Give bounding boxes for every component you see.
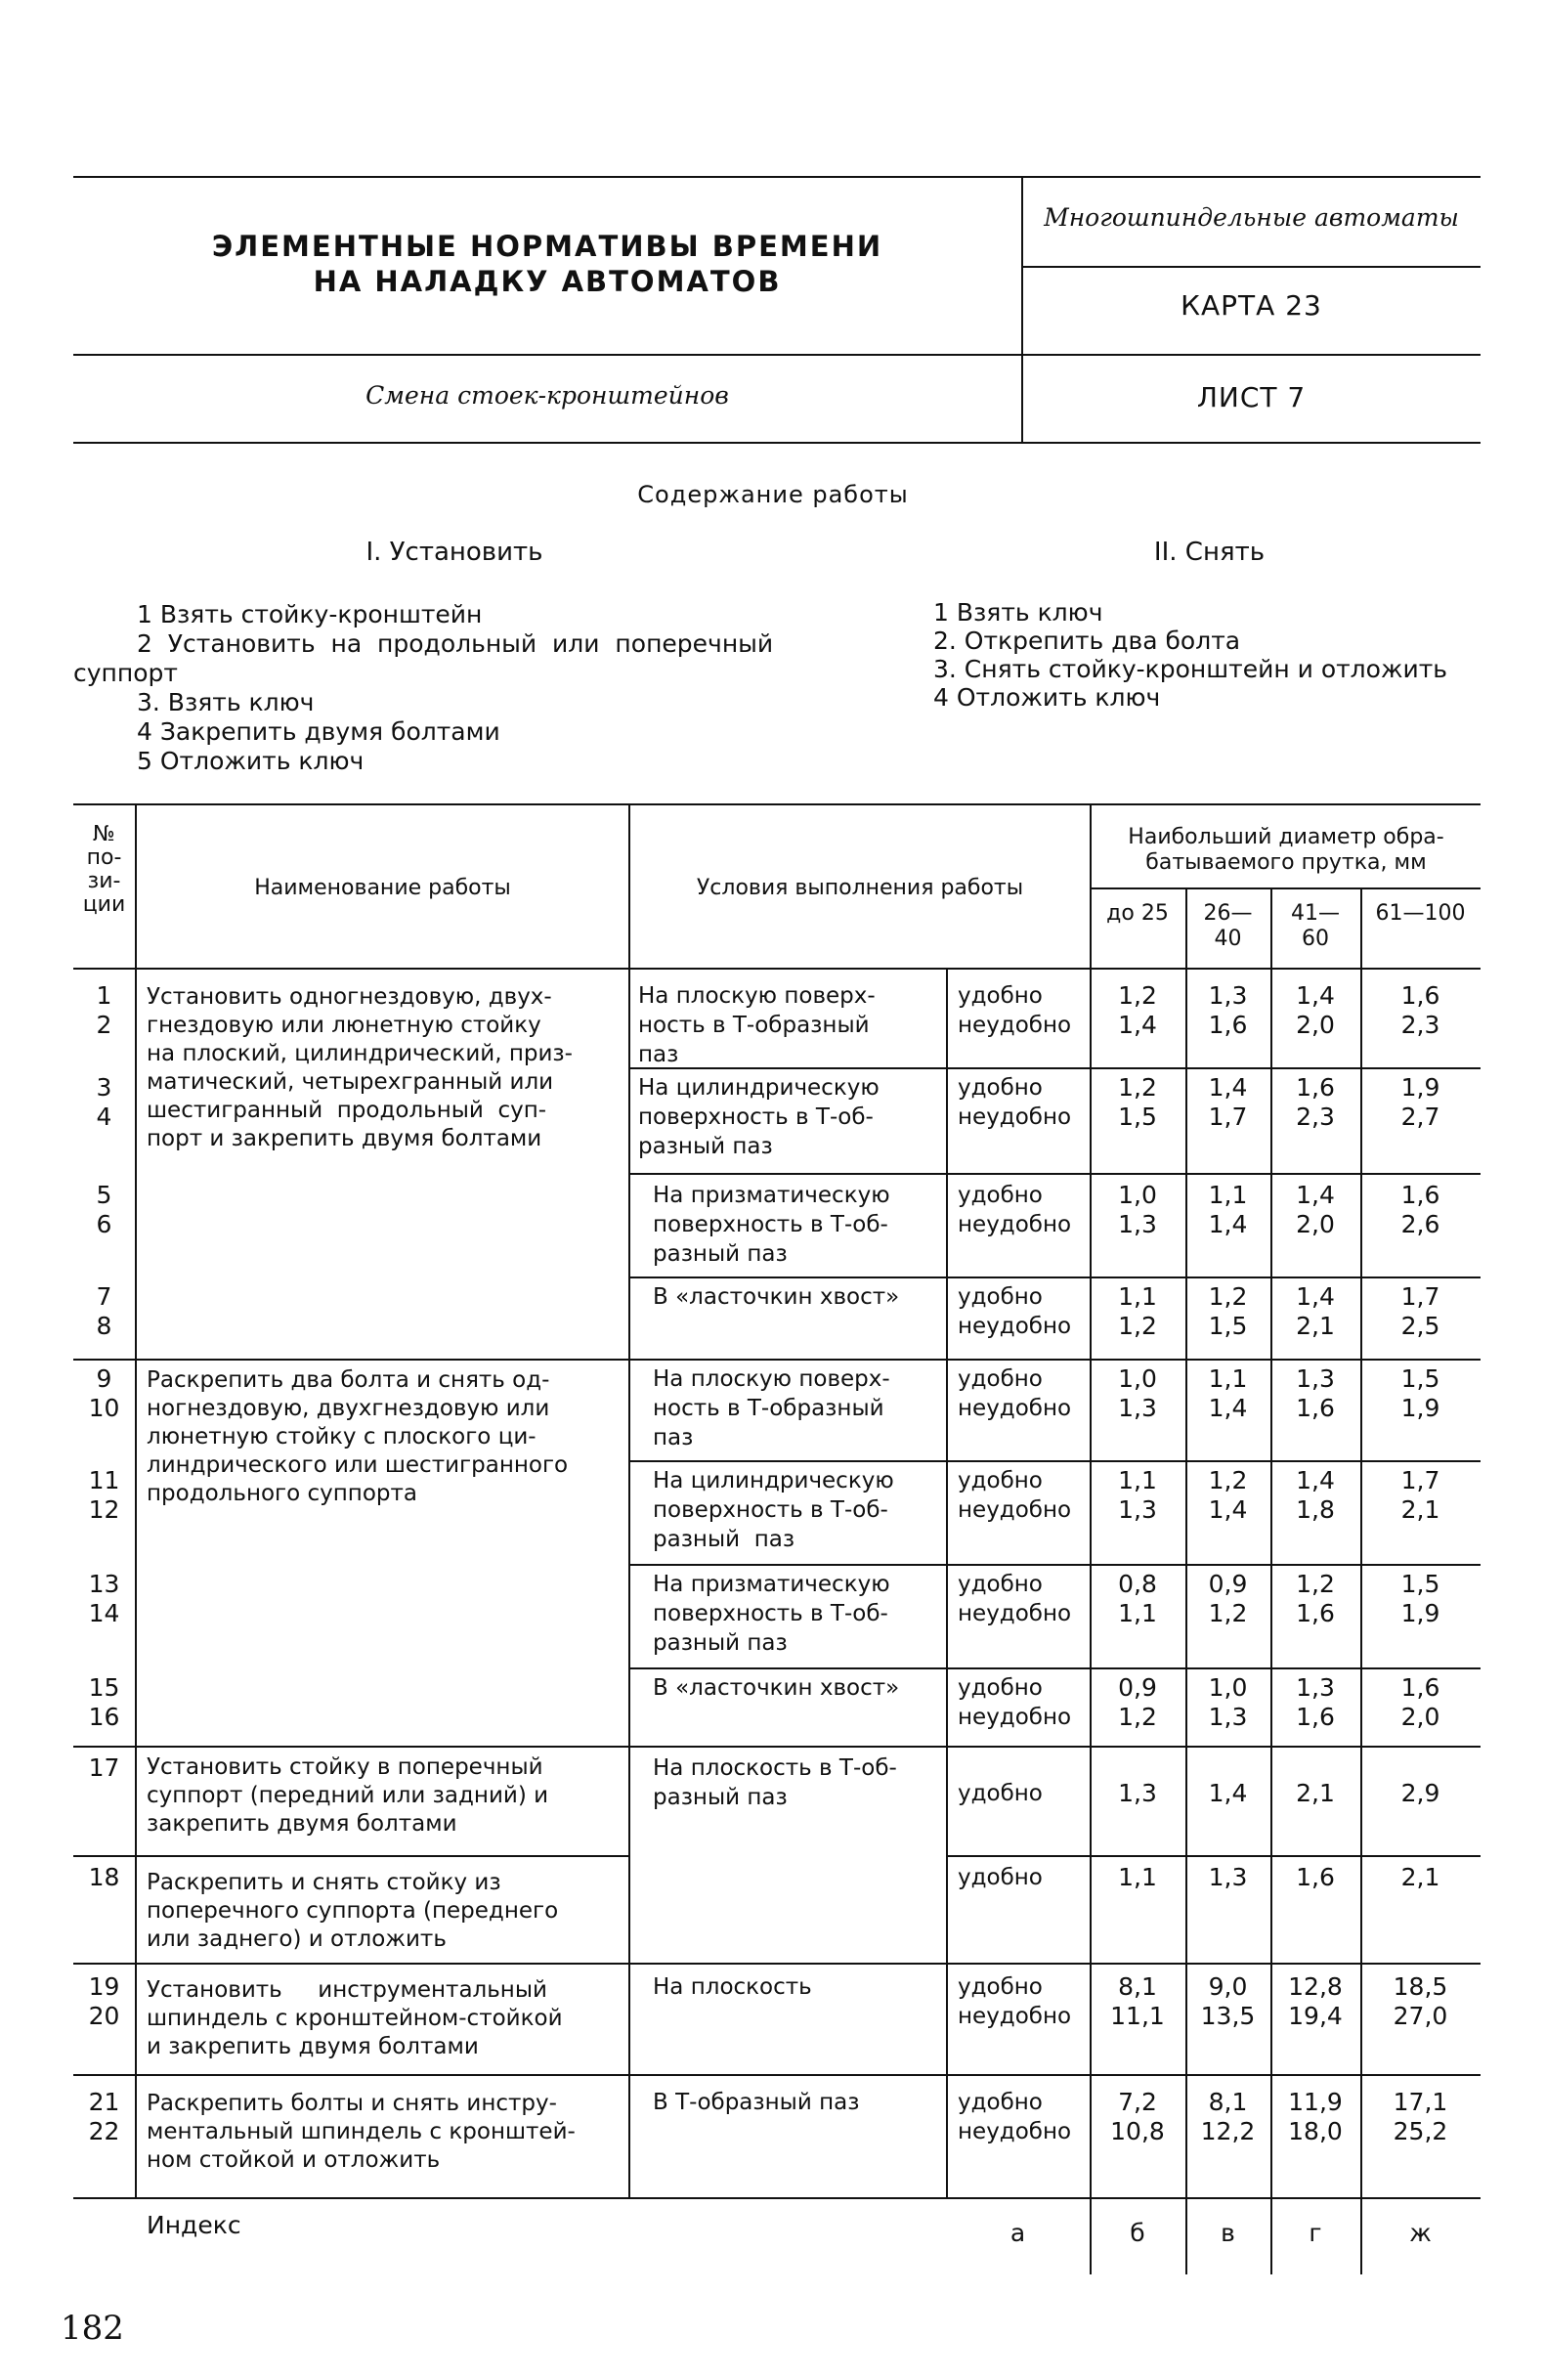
- value-cell: 1,3: [1296, 1673, 1335, 1702]
- right-heading: II. Снять: [1153, 538, 1266, 567]
- value-cell: 1,0: [1118, 1364, 1157, 1393]
- header-mid-rule: [73, 354, 1481, 356]
- ease-label: удобно: [958, 1468, 1043, 1493]
- value-cell: 1,6: [1296, 1863, 1335, 1891]
- value-cell: 1,0: [1118, 1181, 1157, 1209]
- value-cell: 2,0: [1296, 1011, 1335, 1039]
- position-number: 19: [88, 1972, 120, 2001]
- value-cell: 0,8: [1118, 1570, 1157, 1598]
- value-cell: 1,4: [1296, 1466, 1335, 1494]
- condition-text: поверхность в Т-об-: [653, 1497, 888, 1523]
- value-cell: 1,3: [1118, 1495, 1157, 1524]
- left-item-6: 5 Отложить ключ: [137, 747, 365, 775]
- row-sep-20-21: [73, 2074, 1481, 2076]
- value-cell: 7,2: [1118, 2088, 1157, 2116]
- position-number: 7: [96, 1282, 112, 1311]
- value-cell: 1,6: [1296, 1703, 1335, 1731]
- index-d1: б: [1130, 2219, 1145, 2247]
- value-cell: 1,6: [1400, 1181, 1440, 1209]
- condition-text: В «ласточкин хвост»: [653, 1284, 900, 1310]
- row-sep-17-18b: [946, 1855, 1481, 1857]
- value-cell: 19,4: [1288, 2002, 1343, 2030]
- value-cell: 1,6: [1296, 1073, 1335, 1102]
- value-cell: 2,3: [1296, 1103, 1335, 1131]
- work-name-group-5: Установить инструментальный шпиндель с кронштейном-стойкой и закрепить двумя болтами: [147, 1977, 563, 2059]
- condition-text: разный паз: [653, 1527, 795, 1552]
- category-label: Многошпиндельные автоматы: [1044, 203, 1459, 232]
- value-cell: 1,1: [1118, 1599, 1157, 1627]
- col-d4-header: 61—100: [1375, 901, 1466, 926]
- value-cell: 12,8: [1288, 1972, 1343, 2001]
- value-cell: 2,1: [1296, 1312, 1335, 1340]
- left-item-1: 1 Взять стойку-кронштейн: [137, 600, 483, 628]
- value-cell: 2,3: [1400, 1011, 1440, 1039]
- col-name-divider: [628, 803, 630, 2199]
- ease-label: удобно: [958, 1075, 1043, 1101]
- ease-label: удобно: [958, 1284, 1043, 1310]
- row-sep-14-15: [628, 1667, 1481, 1669]
- row-sep-12-13: [628, 1564, 1481, 1566]
- left-item-2: 2 Установить на продольный или поперечный: [137, 629, 774, 658]
- condition-text: На цилиндрическую: [638, 1075, 880, 1101]
- value-cell: 11,9: [1288, 2088, 1343, 2116]
- position-number: 4: [96, 1103, 112, 1131]
- value-cell: 1,2: [1296, 1570, 1335, 1598]
- value-cell: 1,3: [1118, 1210, 1157, 1238]
- right-item-1: 1 Взять ключ: [933, 598, 1103, 627]
- value-cell: 1,1: [1118, 1466, 1157, 1494]
- value-cell: 1,2: [1118, 1312, 1157, 1340]
- title-line-1: ЭЛЕМЕНТНЫЕ НОРМАТИВЫ ВРЕМЕНИ: [211, 230, 883, 263]
- ease-label: удобно: [958, 1865, 1043, 1890]
- condition-text: На призматическую: [653, 1183, 890, 1208]
- position-number: 17: [88, 1753, 120, 1782]
- row-sep-8-9: [73, 1359, 1481, 1361]
- value-cell: 1,9: [1400, 1073, 1440, 1102]
- row-sep-10-11: [628, 1460, 1481, 1462]
- position-number: 11: [88, 1466, 120, 1494]
- value-cell: 1,4: [1208, 1394, 1248, 1422]
- col-d1-header: до 25: [1106, 901, 1169, 926]
- value-cell: 1,6: [1208, 1011, 1248, 1039]
- condition-text: На плоскую поверх-: [653, 1366, 890, 1392]
- position-number: 16: [88, 1703, 120, 1731]
- index-d2: в: [1221, 2219, 1235, 2247]
- value-cell: 1,5: [1118, 1103, 1157, 1131]
- value-cell: 2,7: [1400, 1103, 1440, 1131]
- value-cell: 1,1: [1208, 1364, 1248, 1393]
- value-cell: 8,1: [1208, 2088, 1248, 2116]
- condition-text: ность в Т-образный: [638, 1013, 870, 1038]
- condition-text: поверхность в Т-об-: [653, 1212, 888, 1237]
- content-heading: Содержание работы: [637, 481, 909, 508]
- value-cell: 2,1: [1296, 1779, 1335, 1807]
- row-sep-17-18: [73, 1855, 628, 1857]
- col-d3-header: 41— 60: [1291, 901, 1340, 951]
- condition-text: В Т-образный паз: [653, 2090, 860, 2115]
- work-name-group-4: Раскрепить и снять стойку из поперечного суппорта (переднего или заднего) и отложить: [147, 1870, 559, 1952]
- value-cell: 1,4: [1208, 1495, 1248, 1524]
- position-number: 6: [96, 1210, 112, 1238]
- header-right-divider: [1022, 266, 1481, 268]
- value-cell: 0,9: [1118, 1673, 1157, 1702]
- condition-text: На призматическую: [653, 1572, 890, 1597]
- value-cell: 1,1: [1208, 1181, 1248, 1209]
- ease-label: неудобно: [958, 1705, 1072, 1730]
- index-label: Индекс: [147, 2211, 241, 2239]
- card-label: КАРТА 23: [1181, 289, 1322, 322]
- value-cell: 1,2: [1118, 1703, 1157, 1731]
- work-name-group-6: Раскрепить болты и снять инстру- ментальный шпиндель с кронштей- ном стойкой и отложить: [147, 2091, 576, 2173]
- value-cell: 1,6: [1400, 1673, 1440, 1702]
- value-cell: 2,1: [1400, 1863, 1440, 1891]
- position-number: 13: [88, 1570, 120, 1598]
- value-cell: 18,0: [1288, 2117, 1343, 2145]
- right-item-2: 2. Открепить два болта: [933, 627, 1241, 655]
- condition-text: разный паз: [653, 1785, 788, 1810]
- left-item-4: 3. Взять ключ: [137, 688, 315, 716]
- value-cell: 1,0: [1208, 1673, 1248, 1702]
- position-number: 9: [96, 1364, 112, 1393]
- right-item-3: 3. Снять стойку-кронштейн и отложить: [933, 655, 1448, 683]
- index-d3: г: [1309, 2219, 1322, 2247]
- left-heading: I. Установить: [365, 538, 543, 567]
- title-line-2: НА НАЛАДКУ АВТОМАТОВ: [313, 265, 782, 298]
- ease-label: неудобно: [958, 1013, 1072, 1038]
- value-cell: 0,9: [1208, 1570, 1248, 1598]
- value-cell: 1,4: [1208, 1210, 1248, 1238]
- value-cell: 1,3: [1296, 1364, 1335, 1393]
- value-cell: 1,2: [1208, 1466, 1248, 1494]
- value-cell: 17,1: [1393, 2088, 1448, 2116]
- value-cell: 1,3: [1118, 1779, 1157, 1807]
- value-cell: 9,0: [1208, 1972, 1248, 2001]
- condition-text: На плоскость: [653, 1974, 812, 2000]
- value-cell: 1,9: [1400, 1599, 1440, 1627]
- position-number: 18: [88, 1863, 120, 1891]
- work-name-group-2: Раскрепить два болта и снять од- ногнездовую, двухгнездовую или люнетную стойку с плоского ци- линдрического или шестигранного продольного суппорта: [147, 1367, 569, 1506]
- value-cell: 1,4: [1296, 1181, 1335, 1209]
- index-ease: а: [1009, 2219, 1026, 2247]
- document-title: [73, 229, 1021, 299]
- value-cell: 8,1: [1118, 1972, 1157, 2001]
- left-item-5: 4 Закрепить двумя болтами: [137, 717, 500, 746]
- value-cell: 11,1: [1110, 2002, 1165, 2030]
- ease-label: неудобно: [958, 1104, 1072, 1130]
- ease-label: удобно: [958, 983, 1043, 1009]
- condition-text: паз: [638, 1042, 679, 1067]
- value-cell: 25,2: [1393, 2117, 1448, 2145]
- ease-label: неудобно: [958, 2119, 1072, 2144]
- position-number: 2: [96, 1011, 112, 1039]
- value-cell: 2,6: [1400, 1210, 1440, 1238]
- page-number: 182: [61, 2309, 124, 2348]
- col-name-header: Наименование работы: [254, 876, 511, 900]
- condition-text: поверхность в Т-об-: [653, 1601, 888, 1626]
- ease-label: неудобно: [958, 1314, 1072, 1339]
- ease-label: удобно: [958, 1974, 1043, 2000]
- condition-text: разный паз: [638, 1134, 773, 1159]
- row-sep-4-5: [628, 1173, 1481, 1175]
- position-number: 15: [88, 1673, 120, 1702]
- value-cell: 1,3: [1118, 1394, 1157, 1422]
- value-cell: 1,6: [1296, 1599, 1335, 1627]
- ease-label: удобно: [958, 1183, 1043, 1208]
- ease-label: удобно: [958, 1366, 1043, 1392]
- value-cell: 1,3: [1208, 1863, 1248, 1891]
- condition-text: На плоскость в Т-об-: [653, 1755, 897, 1781]
- value-cell: 1,7: [1208, 1103, 1248, 1131]
- position-number: 14: [88, 1599, 120, 1627]
- ease-label: неудобно: [958, 1497, 1072, 1523]
- condition-text: На плоскую поверх-: [638, 983, 876, 1009]
- value-cell: 1,9: [1400, 1394, 1440, 1422]
- position-number: 20: [88, 2002, 120, 2030]
- value-cell: 1,2: [1208, 1599, 1248, 1627]
- work-name-group-1: Установить одногнездовую, двух- гнездовую или люнетную стойку на плоский, цилиндрический, приз- матический, четырехгранный или шестигранный продольный суп- порт и закрепить двумя болтами: [147, 984, 573, 1151]
- ease-label: удобно: [958, 1572, 1043, 1597]
- table-top-rule: [73, 803, 1481, 805]
- value-cell: 1,4: [1296, 981, 1335, 1010]
- value-cell: 18,5: [1393, 1972, 1448, 2001]
- ease-label: удобно: [958, 2090, 1043, 2115]
- ease-label: удобно: [958, 1675, 1043, 1701]
- value-cell: 10,8: [1110, 2117, 1165, 2145]
- col-pos-divider: [135, 803, 137, 2199]
- value-cell: 1,3: [1208, 1703, 1248, 1731]
- condition-text: На цилиндрическую: [653, 1468, 894, 1493]
- col-cond-header: Условия выполнения работы: [696, 876, 1024, 900]
- value-cell: 1,5: [1208, 1312, 1248, 1340]
- value-cell: 1,2: [1118, 1073, 1157, 1102]
- header-top-rule: [73, 176, 1481, 178]
- value-cell: 1,5: [1400, 1364, 1440, 1393]
- value-cell: 2,0: [1296, 1210, 1335, 1238]
- value-cell: 1,5: [1400, 1570, 1440, 1598]
- right-item-4: 4 Отложить ключ: [933, 683, 1161, 712]
- value-cell: 1,7: [1400, 1466, 1440, 1494]
- subtitle-label: Смена стоек-кронштейнов: [365, 381, 729, 410]
- index-d4: ж: [1409, 2219, 1432, 2247]
- value-cell: 1,8: [1296, 1495, 1335, 1524]
- value-cell: 1,4: [1208, 1779, 1248, 1807]
- condition-text: разный паз: [653, 1630, 788, 1656]
- position-number: 3: [96, 1073, 112, 1102]
- value-cell: 1,6: [1400, 981, 1440, 1010]
- diam-header-rule: [1090, 887, 1481, 889]
- row-sep-1-4: [628, 1067, 1481, 1069]
- value-cell: 1,4: [1118, 1011, 1157, 1039]
- value-cell: 2,9: [1400, 1779, 1440, 1807]
- row-sep-22-index: [73, 2197, 1481, 2199]
- ease-label: неудобно: [958, 1396, 1072, 1421]
- value-cell: 2,1: [1400, 1495, 1440, 1524]
- value-cell: 12,2: [1200, 2117, 1256, 2145]
- col-diam-header: Наибольший диаметр обра- батываемого прутка, мм: [1128, 825, 1444, 875]
- ease-label: удобно: [958, 1781, 1043, 1806]
- row-sep-16-17: [73, 1746, 1481, 1748]
- work-name-group-3: Установить стойку в поперечный суппорт (передний или задний) и закрепить двумя болтами: [147, 1754, 549, 1837]
- left-item-3: суппорт: [73, 659, 178, 687]
- value-cell: 2,5: [1400, 1312, 1440, 1340]
- value-cell: 1,1: [1118, 1282, 1157, 1311]
- position-number: 12: [88, 1495, 120, 1524]
- col-d2-header: 26— 40: [1203, 901, 1253, 951]
- position-number: 8: [96, 1312, 112, 1340]
- condition-text: поверхность в Т-об-: [638, 1104, 874, 1130]
- position-number: 1: [96, 981, 112, 1010]
- position-number: 10: [88, 1394, 120, 1422]
- condition-text: ность в Т-образный: [653, 1396, 884, 1421]
- col-pos-header: № по- зи- ции: [82, 822, 126, 917]
- value-cell: 1,7: [1400, 1282, 1440, 1311]
- value-cell: 13,5: [1200, 2002, 1256, 2030]
- col-cond-ease-divider: [946, 968, 948, 2199]
- value-cell: 1,2: [1118, 981, 1157, 1010]
- value-cell: 2,0: [1400, 1703, 1440, 1731]
- value-cell: 1,6: [1296, 1394, 1335, 1422]
- value-cell: 1,1: [1118, 1863, 1157, 1891]
- value-cell: 1,4: [1296, 1282, 1335, 1311]
- sheet-label: ЛИСТ 7: [1196, 381, 1307, 413]
- value-cell: 1,4: [1208, 1073, 1248, 1102]
- ease-label: неудобно: [958, 1212, 1072, 1237]
- condition-text: паз: [653, 1425, 694, 1450]
- condition-text: разный паз: [653, 1241, 788, 1267]
- row-sep-6-7: [628, 1277, 1481, 1278]
- position-number: 21: [88, 2088, 120, 2116]
- position-number: 22: [88, 2117, 120, 2145]
- header-bottom-rule: [73, 442, 1481, 444]
- table-header-bottom-rule: [73, 968, 1481, 970]
- row-sep-18-19: [73, 1963, 1481, 1965]
- condition-text: В «ласточкин хвост»: [653, 1675, 900, 1701]
- ease-label: неудобно: [958, 1601, 1072, 1626]
- ease-label: неудобно: [958, 2004, 1072, 2029]
- value-cell: 1,2: [1208, 1282, 1248, 1311]
- value-cell: 27,0: [1393, 2002, 1448, 2030]
- position-number: 5: [96, 1181, 112, 1209]
- value-cell: 1,3: [1208, 981, 1248, 1010]
